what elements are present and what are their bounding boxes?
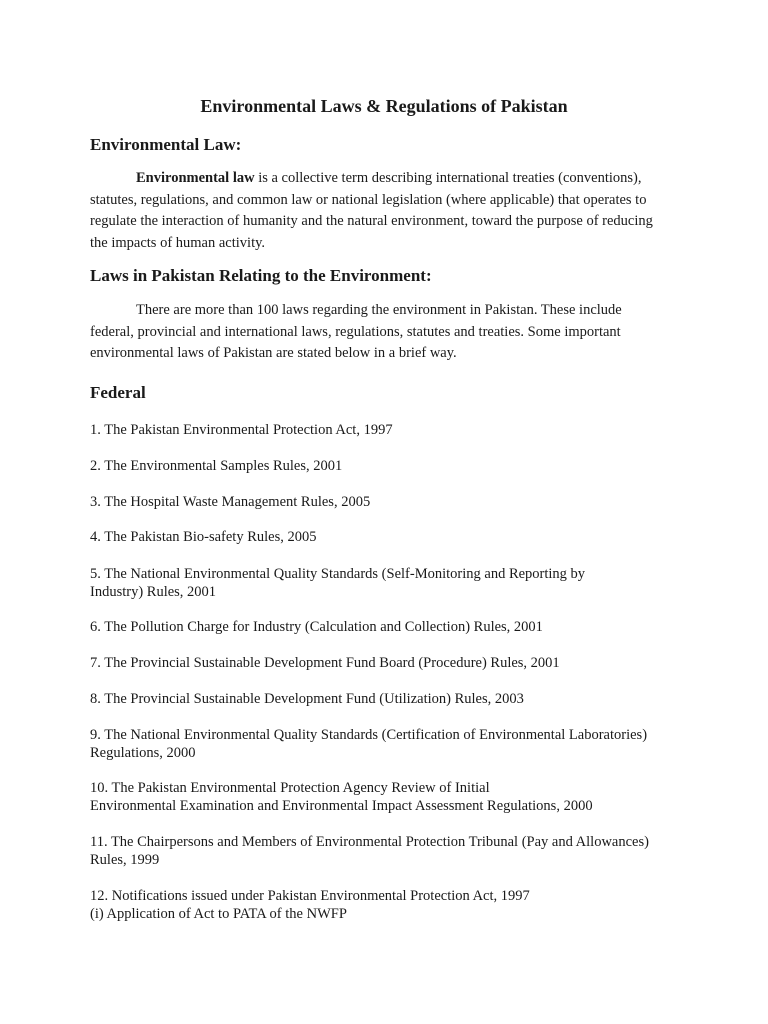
list-item: 8. The Provincial Sustainable Development Fund (Utilization) Rules, 2003 — [90, 691, 524, 707]
list-item: 3. The Hospital Waste Management Rules, 2005 — [90, 494, 371, 510]
list-item: 6. The Pollution Charge for Industry (Calculation and Collection) Rules, 2001 — [90, 619, 543, 635]
section-heading-environmental-law: Environmental Law: — [90, 135, 242, 154]
term-environmental-law: Environmental law — [136, 170, 255, 186]
laws-in-pakistan-paragraph: There are more than 100 laws regarding the environment in Pakistan. These include federal, provincial and international laws, regulations, statutes and treaties. Some important environmental laws of Pakistan are stated below in a brief way. — [90, 302, 622, 361]
list-item: 12. Notifications issued under Pakistan Environmental Protection Act, 1997 (i) Application of Act to PATA of the NWFP — [90, 888, 530, 922]
section-heading-federal: Federal — [90, 383, 146, 402]
page-title: Environmental Laws & Regulations of Pakistan — [200, 96, 568, 116]
list-item: 7. The Provincial Sustainable Development Fund Board (Procedure) Rules, 2001 — [90, 655, 560, 671]
list-item: 4. The Pakistan Bio-safety Rules, 2005 — [90, 529, 317, 545]
list-item: 1. The Pakistan Environmental Protection Act, 1997 — [90, 422, 393, 438]
list-item: 5. The National Environmental Quality Standards (Self-Monitoring and Reporting by Industry) Rules, 2001 — [90, 566, 586, 600]
environmental-law-paragraph: Environmental law is a collective term describing international treaties (conventions), statutes, regulations, and common law or national legislation (where applicable) that operates to regulate the interaction of humanity and the natural environment, toward the purpose of reducing the impacts of human activity. — [90, 170, 653, 251]
section-heading-laws-in-pakistan: Laws in Pakistan Relating to the Environment: — [90, 266, 432, 285]
list-item: 9. The National Environmental Quality Standards (Certification of Environmental Laboratories) Regulations, 2000 — [90, 727, 648, 761]
list-item: 11. The Chairpersons and Members of Environmental Protection Tribunal (Pay and Allowances) Rules, 1999 — [90, 834, 649, 868]
list-item: 10. The Pakistan Environmental Protection Agency Review of Initial Environmental Examination and Environmental Impact Assessment Regulations, 2000 — [90, 780, 593, 814]
list-item: 2. The Environmental Samples Rules, 2001 — [90, 458, 343, 474]
